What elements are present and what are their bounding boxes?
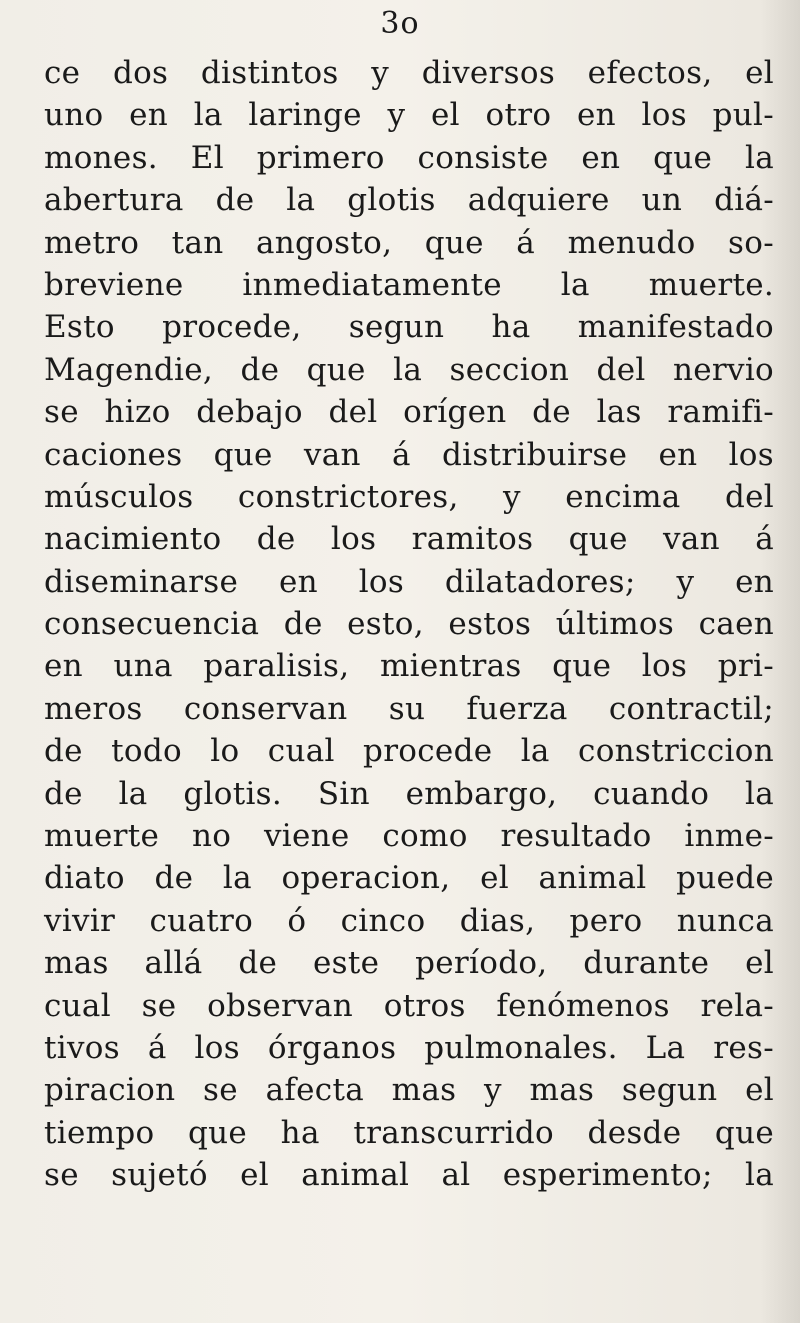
- text-line: metro tan angosto, que á menudo so-: [44, 224, 774, 261]
- text-line: de todo lo cual procede la constriccion: [44, 733, 774, 770]
- page-number: 3o: [380, 6, 420, 41]
- text-line: se sujetó el animal al esperimento; la: [44, 1157, 774, 1194]
- text-line: músculos constrictores, y encima del: [44, 478, 774, 515]
- text-line: se hizo debajo del orígen de las ramifi-: [44, 394, 774, 431]
- text-line: abertura de la glotis adquiere un diá-: [44, 182, 774, 219]
- text-line: uno en la laringe y el otro en los pul-: [44, 97, 774, 134]
- text-line: piracion se afecta mas y mas segun el: [44, 1072, 774, 1109]
- text-line: mas allá de este período, durante el: [44, 945, 774, 982]
- text-line: Esto procede, segun ha manifestado: [44, 309, 774, 346]
- text-line: Magendie, de que la seccion del nervio: [44, 351, 774, 388]
- text-line: consecuencia de esto, estos últimos caen: [44, 606, 774, 643]
- body-text: [44, 52, 774, 1197]
- text-line: cual se observan otros fenómenos rela-: [44, 987, 774, 1024]
- text-line: ce dos distintos y diversos efectos, el: [44, 55, 774, 91]
- text-line: vivir cuatro ó cinco dias, pero nunca: [44, 902, 774, 939]
- text-line: muerte no viene como resultado inme-: [44, 818, 774, 855]
- text-line: diseminarse en los dilatadores; y en: [44, 563, 774, 600]
- text-line: en una paralisis, mientras que los pri-: [44, 648, 774, 685]
- text-line: mones. El primero consiste en que la: [44, 139, 774, 176]
- text-line: de la glotis. Sin embargo, cuando la: [44, 775, 774, 812]
- text-line: diato de la operacion, el animal puede: [44, 860, 774, 897]
- text-line: nacimiento de los ramitos que van á: [44, 521, 774, 558]
- text-line: tiempo que ha transcurrido desde que: [44, 1114, 774, 1151]
- text-line: caciones que van á distribuirse en los: [44, 436, 774, 473]
- text-line: tivos á los órganos pulmonales. La res-: [44, 1029, 774, 1066]
- text-line: meros conservan su fuerza contractil;: [44, 690, 774, 727]
- text-line: breviene inmediatamente la muerte.: [44, 266, 774, 303]
